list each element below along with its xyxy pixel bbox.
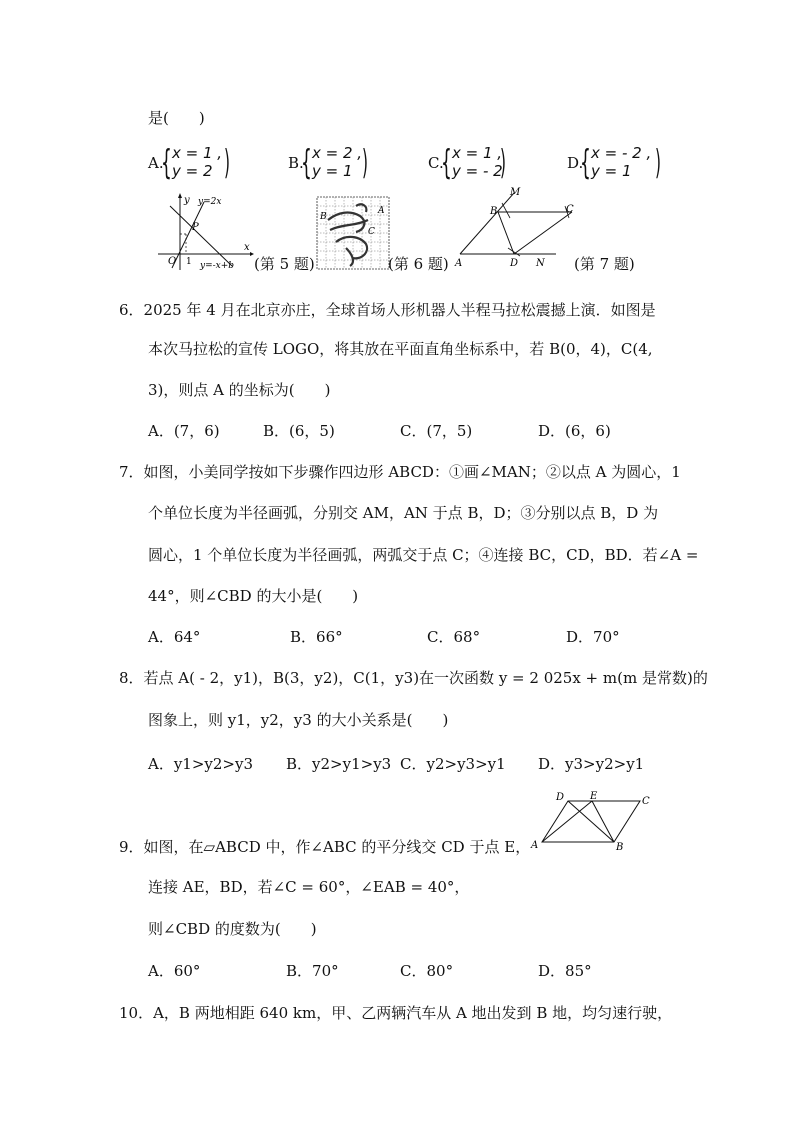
q9-option-a: A．60° <box>148 962 201 980</box>
fig6-a-label: A <box>378 206 385 216</box>
q8-option-c: C．y2>y3>y1 <box>400 755 506 773</box>
fig9-d-label: D <box>556 792 565 803</box>
q6-option-a: A．(7，6) <box>148 422 220 440</box>
figure-6-logo-grid <box>316 196 390 270</box>
q5-option-c: C. { x = 1 , y = - 2 ) <box>428 143 506 183</box>
fig7-a-label: A <box>455 258 463 269</box>
q6-option-c: C．(7，5) <box>400 422 473 440</box>
q9-option-d: D．85° <box>538 962 592 980</box>
fig5-p-label: P <box>192 222 199 233</box>
fig7-b-label: B <box>490 206 498 217</box>
q6-line-1: 6．2025 年 4 月在北京亦庄，全球首场人形机器人半程马拉松震撼上演．如图是 <box>119 301 656 319</box>
q7-option-d: D．70° <box>566 628 620 646</box>
q5-tail: 是( ) <box>148 109 205 127</box>
q8-option-a: A．y1>y2>y3 <box>148 755 254 773</box>
figure-5-caption: (第 5 题) <box>254 255 315 273</box>
q5-option-d: D. { x = - 2 , y = 1 ) <box>567 143 661 183</box>
fig5-x-label: x <box>244 242 250 253</box>
q9-option-b: B．70° <box>286 962 339 980</box>
q9-option-c: C．80° <box>400 962 454 980</box>
q5-option-a: A. { x = 1 , y = 2 ) <box>148 143 230 183</box>
figure-6-caption: (第 6 题) <box>388 255 449 273</box>
q7-option-c: C．68° <box>427 628 481 646</box>
q6-line-2: 本次马拉松的宣传 LOGO，将其放在平面直角坐标系中，若 B(0，4)，C(4, <box>148 340 653 358</box>
q7-option-a: A．64° <box>148 628 201 646</box>
fig9-b-label: B <box>616 842 624 852</box>
q6-option-d: D．(6，6) <box>538 422 611 440</box>
q8-option-b: B．y2>y1>y3 <box>286 755 392 773</box>
q8-option-d: D．y3>y2>y1 <box>538 755 645 773</box>
fig7-d-label: D <box>510 258 519 269</box>
figure-5-graph <box>152 192 256 272</box>
fig5-line1-label: y=2x <box>198 197 222 207</box>
q9-line-1: 9．如图，在▱ABCD 中，作∠ABC 的平分线交 CD 于点 E， <box>119 838 531 856</box>
q6-option-b: B．(6，5) <box>263 422 335 440</box>
q5-option-b: B. { x = 2 , y = 1 ) <box>288 143 368 183</box>
fig9-a-label: A <box>531 840 539 851</box>
fig6-c-label: C <box>368 227 375 237</box>
figure-9-parallelogram <box>528 788 662 852</box>
q8-line-1: 8．若点 A( - 2，y1)，B(3，y2)，C(1，y3)在一次函数 y = 2 025x + m(m 是常数)的 <box>119 669 708 687</box>
q9-line-2: 连接 AE，BD，若∠C = 60°，∠EAB = 40°， <box>148 878 470 896</box>
fig6-b-label: B <box>320 212 327 222</box>
q7-line-2: 个单位长度为半径画弧，分别交 AM，AN 于点 B，D；③分别以点 B，D 为 <box>148 504 659 522</box>
fig7-c-label: C <box>566 204 574 215</box>
fig5-one-label: 1 <box>186 257 192 267</box>
q7-option-b: B．66° <box>290 628 343 646</box>
figure-7-construction <box>452 184 586 270</box>
q7-line-1: 7．如图，小美同学按如下步骤作四边形 ABCD：①画∠MAN；②以点 A 为圆心，1 <box>119 463 681 481</box>
fig9-e-label: E <box>590 791 598 802</box>
fig9-c-label: C <box>642 796 650 807</box>
q10-line-1: 10．A，B 两地相距 640 km，甲、乙两辆汽车从 A 地出发到 B 地，均匀速行驶， <box>119 1004 673 1022</box>
fig7-m-label: M <box>510 187 521 198</box>
q7-line-4: 44°，则∠CBD 的大小是( ) <box>148 587 359 605</box>
fig7-n-label: N <box>536 258 545 269</box>
figure-7-caption: (第 7 题) <box>574 255 635 273</box>
q6-line-3: 3)，则点 A 的坐标为( ) <box>148 381 331 399</box>
fig5-line2-label: y=-x+b <box>200 261 235 271</box>
q8-line-2: 图象上，则 y1，y2，y3 的大小关系是( ) <box>148 711 449 729</box>
q9-line-3: 则∠CBD 的度数为( ) <box>148 920 317 938</box>
fig5-o-label: O <box>168 256 177 267</box>
q7-line-3: 圆心，1 个单位长度为半径画弧，两弧交于点 C；④连接 BC，CD，BD．若∠A = <box>148 546 699 564</box>
fig5-y-label: y <box>184 195 190 206</box>
